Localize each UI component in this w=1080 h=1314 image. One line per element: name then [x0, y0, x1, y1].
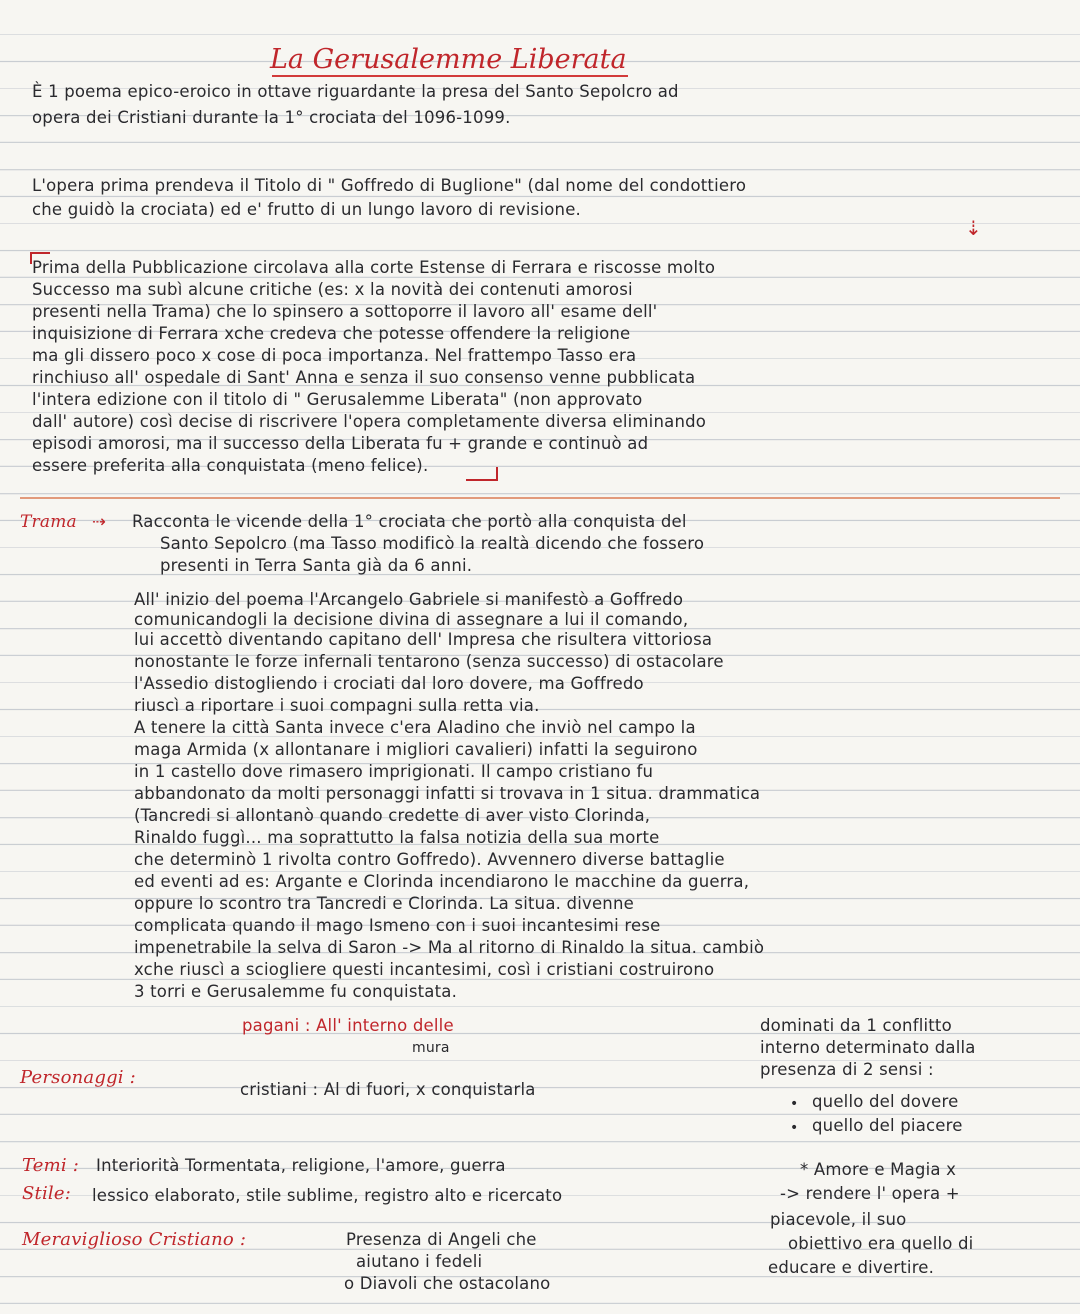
- titolo-line-1: L'opera prima prendeva il Titolo di " Goffredo di Buglione" (dal nome del condottiero: [32, 176, 747, 195]
- pubblicazione-line-10: essere preferita alla conquistata (meno felice).: [32, 456, 429, 475]
- pubblicazione-line-7: l'intera edizione con il titolo di " Gerusalemme Liberata" (non approvato: [32, 390, 643, 409]
- trama-body-line-4: nonostante le forze infernali tentarono (senza successo) di ostacolare: [134, 652, 724, 671]
- trama-body-line-11: (Tancredi si allontanò quando credette di aver visto Clorinda,: [134, 806, 651, 825]
- pubblicazione-line-8: dall' autore) così decise di riscrivere l'opera completamente diversa eliminando: [32, 412, 707, 431]
- meraviglioso-line-2: aiutano i fedeli: [356, 1252, 483, 1271]
- trama-body-line-13: che determinò 1 rivolta contro Goffredo). Avvennero diverse battaglie: [134, 850, 725, 869]
- pubblicazione-line-5: ma gli dissero poco x cose di poca importanza. Nel frattempo Tasso era: [32, 346, 637, 365]
- amore-magia-line-4: obiettivo era quello di: [788, 1234, 974, 1253]
- meraviglioso-line-1: Presenza di Angeli che: [346, 1230, 537, 1249]
- meraviglioso-label: Meraviglioso Cristiano :: [22, 1229, 247, 1250]
- pubblicazione-line-6: rinchiuso all' ospedale di Sant' Anna e senza il suo consenso venne pubblicata: [32, 368, 696, 387]
- title-underline: [272, 75, 628, 77]
- pubblicazione-line-1: Prima della Pubblicazione circolava alla corte Estense di Ferrara e riscosse molto: [32, 258, 716, 277]
- down-arrow-icon: ⇣: [965, 216, 982, 240]
- bullet-icon: •: [790, 1096, 799, 1112]
- trama-body-line-9: in 1 castello dove rimasero imprigionati. Il campo cristiano fu: [134, 762, 654, 781]
- trama-body-line-17: impenetrabile la selva di Saron -> Ma al ritorno di Rinaldo la situa. cambiò: [134, 938, 765, 957]
- conflitto-line-3: presenza di 2 sensi :: [760, 1060, 934, 1079]
- intro-line-1: È 1 poema epico-eroico in ottave riguardante la presa del Santo Sepolcro ad: [32, 82, 679, 101]
- trama-body-line-6: riuscì a riportare i suoi compagni sulla retta via.: [134, 696, 540, 715]
- pubblicazione-line-3: presenti nella Trama) che lo spinsero a sottoporre il lavoro all' esame dell': [32, 302, 658, 321]
- trama-body-line-2: comunicandogli la decisione divina di assegnare a lui il comando,: [134, 610, 689, 629]
- temi-text: Interiorità Tormentata, religione, l'amore, guerra: [96, 1156, 506, 1175]
- amore-magia-line-5: educare e divertire.: [768, 1258, 935, 1277]
- trama-body-line-19: 3 torri e Gerusalemme fu conquistata.: [134, 982, 458, 1001]
- amore-magia-line-2: -> rendere l' opera +: [780, 1184, 960, 1203]
- senso-dovere: quello del dovere: [812, 1092, 959, 1111]
- trama-body-line-1: All' inizio del poema l'Arcangelo Gabriele si manifestò a Goffredo: [134, 590, 684, 609]
- intro-line-2: opera dei Cristiani durante la 1° crociata del 1096-1099.: [32, 108, 511, 127]
- pubblicazione-line-9: episodi amorosi, ma il successo della Liberata fu + grande e continuò ad: [32, 434, 649, 453]
- trama-body-line-14: ed eventi ad es: Argante e Clorinda incendiarono le macchine da guerra,: [134, 872, 750, 891]
- amore-magia-line-1: * Amore e Magia x: [800, 1160, 957, 1179]
- conflitto-line-2: interno determinato dalla: [760, 1038, 976, 1057]
- meraviglioso-line-3: o Diavoli che ostacolano: [344, 1274, 551, 1293]
- senso-piacere: quello del piacere: [812, 1116, 963, 1135]
- paragraph-close-bracket: [466, 467, 498, 481]
- trama-body-line-5: l'Assedio distogliendo i crociati dal loro dovere, ma Goffredo: [134, 674, 644, 693]
- section-divider: [20, 497, 1060, 499]
- trama-body-line-10: abbandonato da molti personaggi infatti si trovava in 1 situa. drammatica: [134, 784, 761, 803]
- trama-body-line-15: oppure lo scontro tra Tancredi e Clorinda. La situa. divenne: [134, 894, 634, 913]
- titolo-line-2: che guidò la crociata) ed e' frutto di un lungo lavoro di revisione.: [32, 200, 581, 219]
- trama-intro-line-3: presenti in Terra Santa già da 6 anni.: [160, 556, 473, 575]
- amore-magia-line-3: piacevole, il suo: [770, 1210, 907, 1229]
- trama-intro-line-1: Racconta le vicende della 1° crociata che portò alla conquista del: [132, 512, 687, 531]
- trama-body-line-8: maga Armida (x allontanare i migliori cavalieri) infatti la seguirono: [134, 740, 698, 759]
- trama-body-line-18: xche riuscì a sciogliere questi incantesimi, così i cristiani costruirono: [134, 960, 715, 979]
- page-title: La Gerusalemme Liberata: [270, 44, 627, 75]
- pubblicazione-line-4: inquisizione di Ferrara xche credeva che potesse offendere la religione: [32, 324, 631, 343]
- personaggi-cristiani: cristiani : Al di fuori, x conquistarla: [240, 1080, 536, 1099]
- stile-text: lessico elaborato, stile sublime, registro alto e ricercato: [92, 1186, 563, 1205]
- arrow-icon: ⇢: [92, 512, 107, 531]
- trama-intro-line-2: Santo Sepolcro (ma Tasso modificò la realtà dicendo che fossero: [160, 534, 705, 553]
- stile-label: Stile:: [22, 1183, 71, 1204]
- bullet-icon: •: [790, 1120, 799, 1136]
- trama-body-line-16: complicata quando il mago Ismeno con i suoi incantesimi rese: [134, 916, 661, 935]
- pubblicazione-line-2: Successo ma subì alcune critiche (es: x la novità dei contenuti amorosi: [32, 280, 633, 299]
- conflitto-line-1: dominati da 1 conflitto: [760, 1016, 952, 1035]
- personaggi-pagani-mura: mura: [412, 1040, 450, 1056]
- temi-label: Temi :: [22, 1155, 80, 1176]
- personaggi-pagani: pagani : All' interno delle: [242, 1016, 454, 1035]
- personaggi-label: Personaggi :: [20, 1067, 136, 1088]
- trama-body-line-12: Rinaldo fuggì... ma soprattutto la falsa notizia della sua morte: [134, 828, 660, 847]
- trama-label: Trama: [20, 512, 77, 532]
- trama-body-line-3: lui accettò diventando capitano dell' Impresa che risultera vittoriosa: [134, 630, 713, 649]
- trama-body-line-7: A tenere la città Santa invece c'era Aladino che inviò nel campo la: [134, 718, 696, 737]
